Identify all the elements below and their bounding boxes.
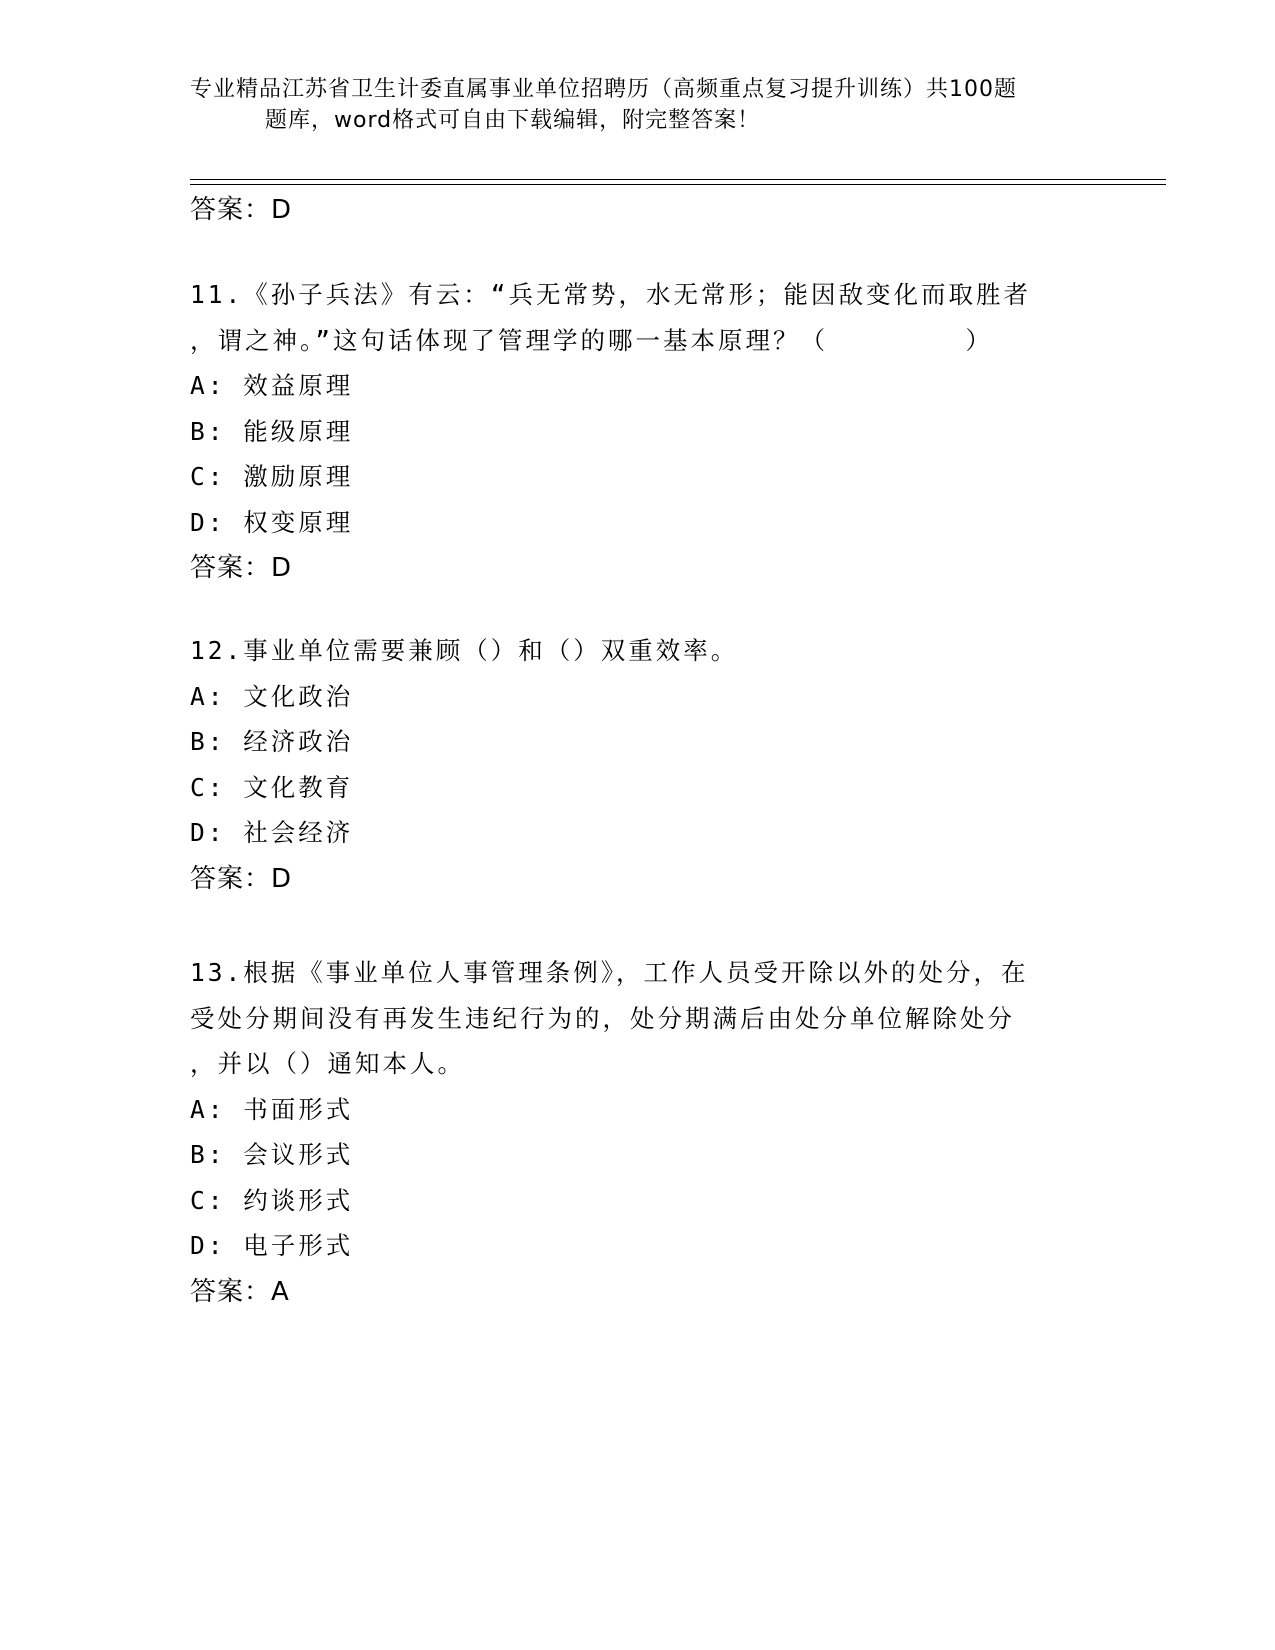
question-text-line: ，谓之神。”这句话体现了管理学的哪一基本原理？（ ） [190, 325, 993, 355]
option-a: A: 书面形式 [190, 1094, 354, 1124]
question-text-line: 11.《孙子兵法》有云：“兵无常势，水无常形；能因敌变化而取胜者 [190, 280, 1031, 309]
question-text-line: 受处分期间没有再发生违纪行为的，处分期满后由处分单位解除处分 [190, 1003, 1015, 1033]
header-title-line-1: 专业精品江苏省卫生计委直属事业单位招聘历（高频重点复习提升训练）共100题 [190, 77, 1017, 102]
option-b: B: 经济政治 [190, 727, 354, 756]
option-a: A: 效益原理 [190, 371, 354, 400]
previous-question-answer: 答案：D [190, 195, 293, 225]
option-c: C: 约谈形式 [190, 1185, 354, 1215]
option-c: C: 文化教育 [190, 772, 354, 802]
option-a: A: 文化政治 [190, 681, 354, 711]
question-text-line: ，并以（）通知本人。 [190, 1049, 465, 1078]
option-d: D: 电子形式 [190, 1231, 354, 1260]
question-text-line: 13.根据《事业单位人事管理条例》，工作人员受开除以外的处分，在 [190, 958, 1029, 987]
document-header [190, 74, 1090, 136]
header-divider-top [190, 179, 1166, 180]
option-b: B: 能级原理 [190, 416, 354, 446]
option-c: C: 激励原理 [190, 462, 354, 491]
option-b: B: 会议形式 [190, 1140, 354, 1169]
question-11-text [190, 272, 1090, 363]
question-text-line: 12.事业单位需要兼顾（）和（）双重效率。 [190, 636, 739, 665]
question-13 [190, 950, 1090, 1315]
question-13-answer: 答案：A [190, 1276, 290, 1307]
question-13-text [190, 950, 1090, 1087]
question-11 [190, 272, 1090, 591]
question-12-answer: 答案：D [190, 863, 293, 894]
question-12 [190, 628, 1090, 902]
question-11-answer: 答案：D [190, 553, 293, 583]
option-d: D: 社会经济 [190, 818, 354, 847]
header-divider-bottom [190, 184, 1166, 185]
header-title-line-2: 题库，word格式可自由下载编辑，附完整答案！ [265, 108, 761, 133]
option-d: D: 权变原理 [190, 507, 354, 537]
question-12-text [190, 628, 1090, 674]
